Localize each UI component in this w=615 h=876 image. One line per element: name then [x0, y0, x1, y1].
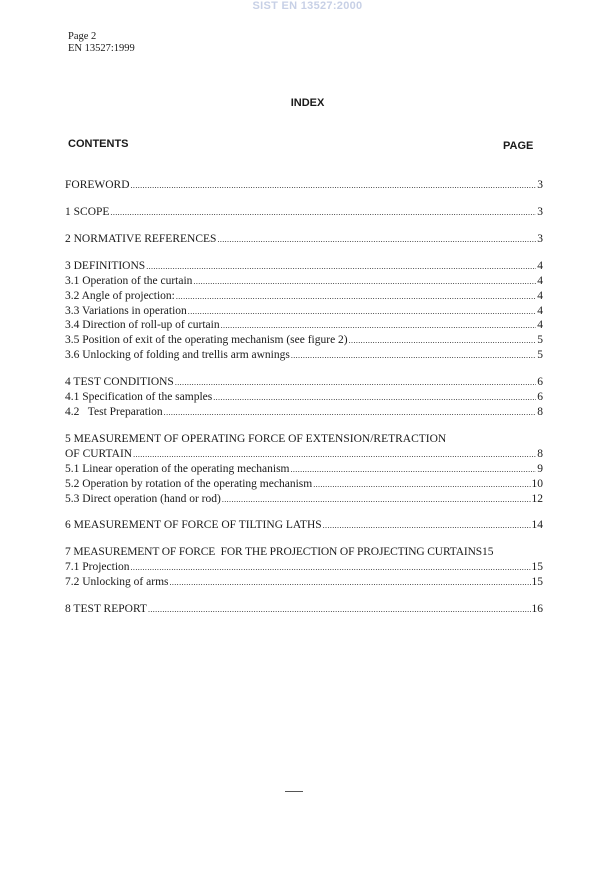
toc-entry-page: 4	[537, 260, 543, 272]
toc-entry-5-2	[65, 477, 543, 491]
toc-entry-title: 4.1 Specification of the samples	[65, 391, 213, 403]
toc-entry-page: 15	[531, 561, 543, 573]
toc-entry-page: 5	[537, 334, 543, 346]
toc-entry-page: 4	[537, 275, 543, 287]
toc-entry-page: 6	[537, 391, 543, 403]
toc-entry-title: 3.3 Variations in operation	[65, 305, 187, 317]
toc-entry-4-2	[65, 405, 543, 419]
toc-entry-title: 6 MEASUREMENT OF FORCE OF TILTING LATHS	[65, 519, 322, 531]
dot-leader	[146, 260, 536, 274]
toc-entry-page: 15	[481, 546, 494, 558]
page-header	[68, 31, 135, 54]
dot-leader	[131, 561, 531, 575]
toc-entry-title: 4 TEST CONDITIONS	[65, 376, 174, 388]
toc-entry-title: 5.2 Operation by rotation of the operating mechanism	[65, 478, 313, 490]
index-title: INDEX	[290, 97, 325, 109]
dot-leader	[193, 275, 536, 289]
toc-entry-title: 5.1 Linear operation of the operating mechanism	[65, 463, 290, 475]
toc-entry-page: 10	[531, 478, 543, 490]
doc-reference: EN 13527:1999	[68, 42, 135, 54]
dot-leader	[188, 305, 536, 319]
toc-entry-title: 7 MEASUREMENT OF FORCE FOR THE PROJECTION OF PROJECTING CURTAINS	[65, 546, 482, 558]
toc-entry-title: 7.2 Unlocking of arms	[65, 576, 169, 588]
toc-entry-5-3	[65, 492, 543, 506]
dot-leader	[175, 376, 536, 390]
toc-entry-page: 4	[537, 290, 543, 302]
toc-entry-title: 5.3 Direct operation (hand or rod)	[65, 493, 221, 505]
toc-entry-7-2	[65, 575, 543, 589]
dot-leader	[323, 519, 531, 533]
toc-entry-foreword	[65, 178, 543, 192]
toc-entry-page: 3	[537, 206, 543, 218]
toc-entry-title: 3.5 Position of exit of the operating mechanism (see figure 2)	[65, 334, 348, 346]
toc-entry-projection-force	[65, 545, 543, 559]
toc-entry-tilting-laths	[65, 518, 543, 532]
toc-entry-test-conditions	[65, 375, 543, 389]
dot-leader	[349, 334, 537, 348]
toc-entry-3-4	[65, 318, 543, 332]
toc-entry-title: 3 DEFINITIONS	[65, 260, 146, 272]
toc-entry-page: 8	[537, 406, 543, 418]
dot-leader	[169, 576, 530, 590]
toc-entry-test-report	[65, 602, 543, 616]
scan-mark	[285, 791, 303, 792]
toc-entry-page: 3	[537, 233, 543, 245]
dot-leader	[313, 478, 530, 492]
toc-entry-title: 3.4 Direction of roll-up of curtain	[65, 319, 220, 331]
contents-heading: CONTENTS	[68, 138, 129, 150]
dot-leader	[131, 179, 537, 193]
toc-entry-page: 9	[537, 463, 543, 475]
toc-entry-page: 16	[531, 603, 543, 615]
toc-entry-scope	[65, 205, 543, 219]
toc-entry-title: 1 SCOPE	[65, 206, 110, 218]
toc-entry-title: 8 TEST REPORT	[65, 603, 147, 615]
dot-leader	[133, 448, 536, 462]
page-column-heading: PAGE	[503, 140, 534, 152]
toc-entry-page: 3	[537, 179, 543, 191]
toc-entry-title: FOREWORD	[65, 179, 130, 191]
toc-entry-page: 14	[531, 519, 543, 531]
toc-entry-5-1	[65, 462, 543, 476]
toc-entry-page: 15	[531, 576, 543, 588]
toc-entry-title: 3.1 Operation of the curtain	[65, 275, 193, 287]
toc-entry-page: 8	[537, 448, 543, 460]
dot-leader	[291, 349, 536, 363]
toc-entry-3-5	[65, 333, 543, 347]
page-label: Page 2	[68, 31, 97, 42]
toc-entry-definitions	[65, 259, 543, 273]
toc-entry-title: 7.1 Projection	[65, 561, 130, 573]
toc-entry-page: 6	[537, 376, 543, 388]
dot-leader	[213, 391, 536, 405]
toc-entry-5-line1: 5 MEASUREMENT OF OPERATING FORCE OF EXTENSION/RETRACTION	[65, 433, 447, 445]
toc-entry-normative-references	[65, 232, 543, 246]
toc-entry-3-3	[65, 304, 543, 318]
toc-entry-4-1	[65, 390, 543, 404]
dot-leader	[164, 406, 537, 420]
toc-entry-page: 4	[537, 305, 543, 317]
toc-entry-3-2	[65, 289, 543, 303]
toc-entry-title: 3.2 Angle of projection:	[65, 290, 175, 302]
dot-leader	[221, 319, 537, 333]
toc-entry-title: OF CURTAIN	[65, 448, 133, 460]
dot-leader	[176, 290, 536, 304]
toc-entry-page: 12	[531, 493, 543, 505]
toc-entry-title: 2 NORMATIVE REFERENCES	[65, 233, 217, 245]
dot-leader	[222, 493, 531, 507]
dot-leader	[291, 463, 537, 477]
dot-leader	[217, 233, 536, 247]
toc-entry-7-1	[65, 560, 543, 574]
dot-leader	[148, 603, 531, 617]
toc-entry-title: 3.6 Unlocking of folding and trellis arm awnings	[65, 349, 290, 361]
toc-entry-title: 4.2 Test Preparation	[65, 406, 163, 418]
toc-entry-3-1	[65, 274, 543, 288]
toc-entry-operating-force	[65, 447, 543, 461]
toc-entry-page: 4	[537, 319, 543, 331]
toc-entry-page: 5	[537, 349, 543, 361]
toc-entry-3-6	[65, 348, 543, 362]
watermark: SIST EN 13527:2000	[252, 0, 363, 12]
dot-leader	[110, 206, 536, 220]
